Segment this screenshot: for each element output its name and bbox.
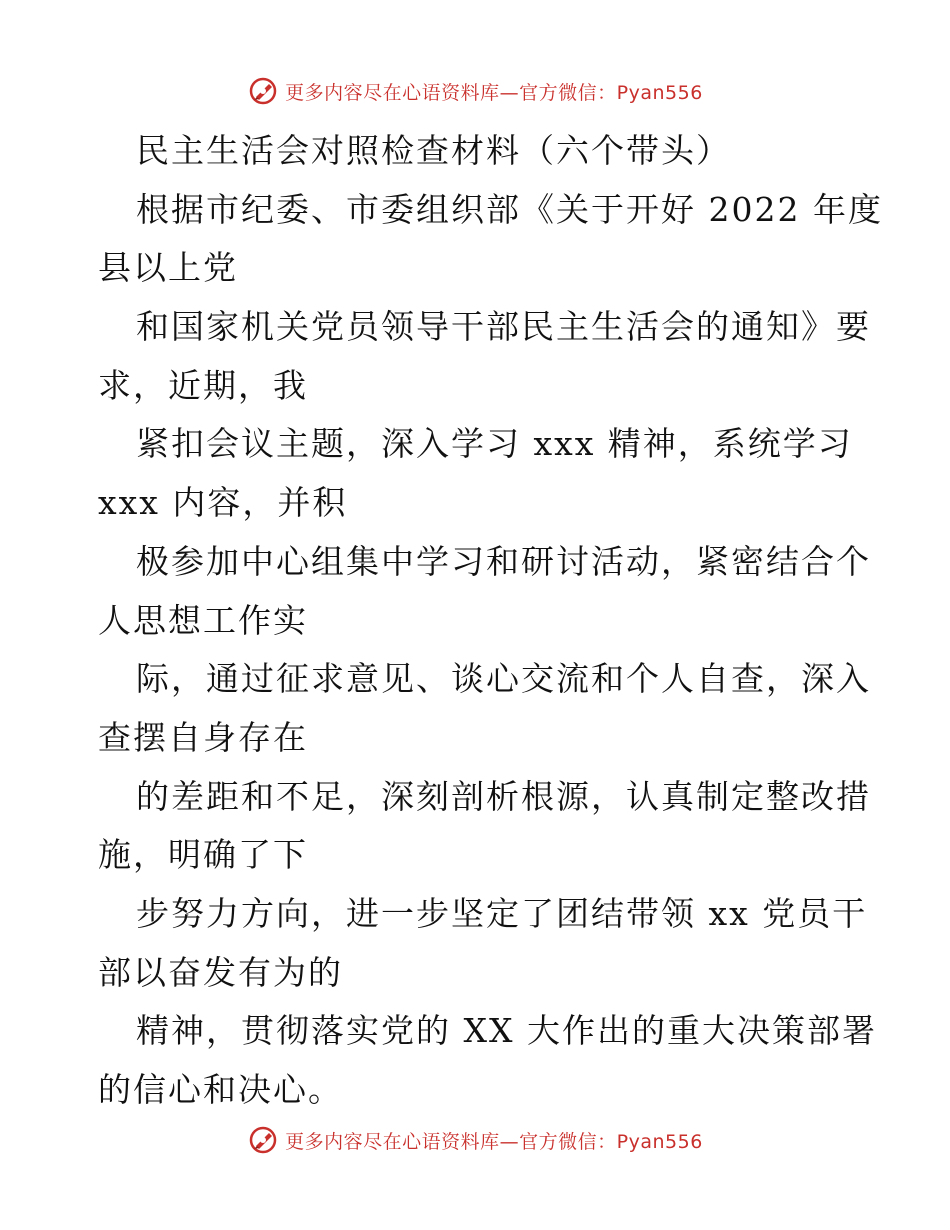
- paragraph-line: 施，明确了下: [98, 835, 308, 875]
- header-watermark: [0, 71, 950, 111]
- watermark-text: 更多内容尽在心语资料库—官方微信：Pyan556: [285, 1130, 703, 1153]
- document-title: 民主生活会对照检查材料（六个带头）: [136, 131, 731, 170]
- paragraph-line: 查摆自身存在: [98, 717, 308, 757]
- watermark-group: [247, 75, 703, 107]
- paragraph-line: 的差距和不足，深刻剖析根源，认真制定整改措: [136, 776, 871, 816]
- paragraph-line: 精神，贯彻落实党的 XX 大作出的重大决策部署: [136, 1011, 877, 1051]
- footer-watermark: [0, 1120, 950, 1160]
- paragraph-line: 极参加中心组集中学习和研讨活动，紧密结合个: [136, 541, 871, 581]
- paragraph-line: xxx 内容，并积: [98, 483, 348, 523]
- paragraph-line: 际，通过征求意见、谈心交流和个人自查，深入: [136, 659, 871, 699]
- paragraph-line: 紧扣会议主题，深入学习 xxx 精神，系统学习: [136, 424, 853, 464]
- pen-seal-icon: [247, 1124, 279, 1156]
- paragraph-line: 根据市纪委、市委组织部《关于开好 2022 年度: [136, 189, 883, 229]
- paragraph-line: 人思想工作实: [98, 600, 308, 640]
- pen-seal-icon: [247, 75, 279, 107]
- paragraph-line: 的信心和决心。: [98, 1070, 343, 1109]
- paragraph-line: 和国家机关党员领导干部民主生活会的通知》要: [136, 307, 871, 347]
- paragraph-line: 步努力方向，进一步坚定了团结带领 xx 党员干: [136, 893, 868, 933]
- watermark-text: 更多内容尽在心语资料库—官方微信：Pyan556: [285, 81, 703, 104]
- document-body: [98, 122, 883, 1120]
- watermark-group: [247, 1124, 703, 1156]
- paragraph-line: 部以奋发有为的: [98, 952, 343, 992]
- paragraph-line: 求，近期，我: [98, 365, 308, 405]
- paragraph-line: 县以上党: [98, 248, 238, 288]
